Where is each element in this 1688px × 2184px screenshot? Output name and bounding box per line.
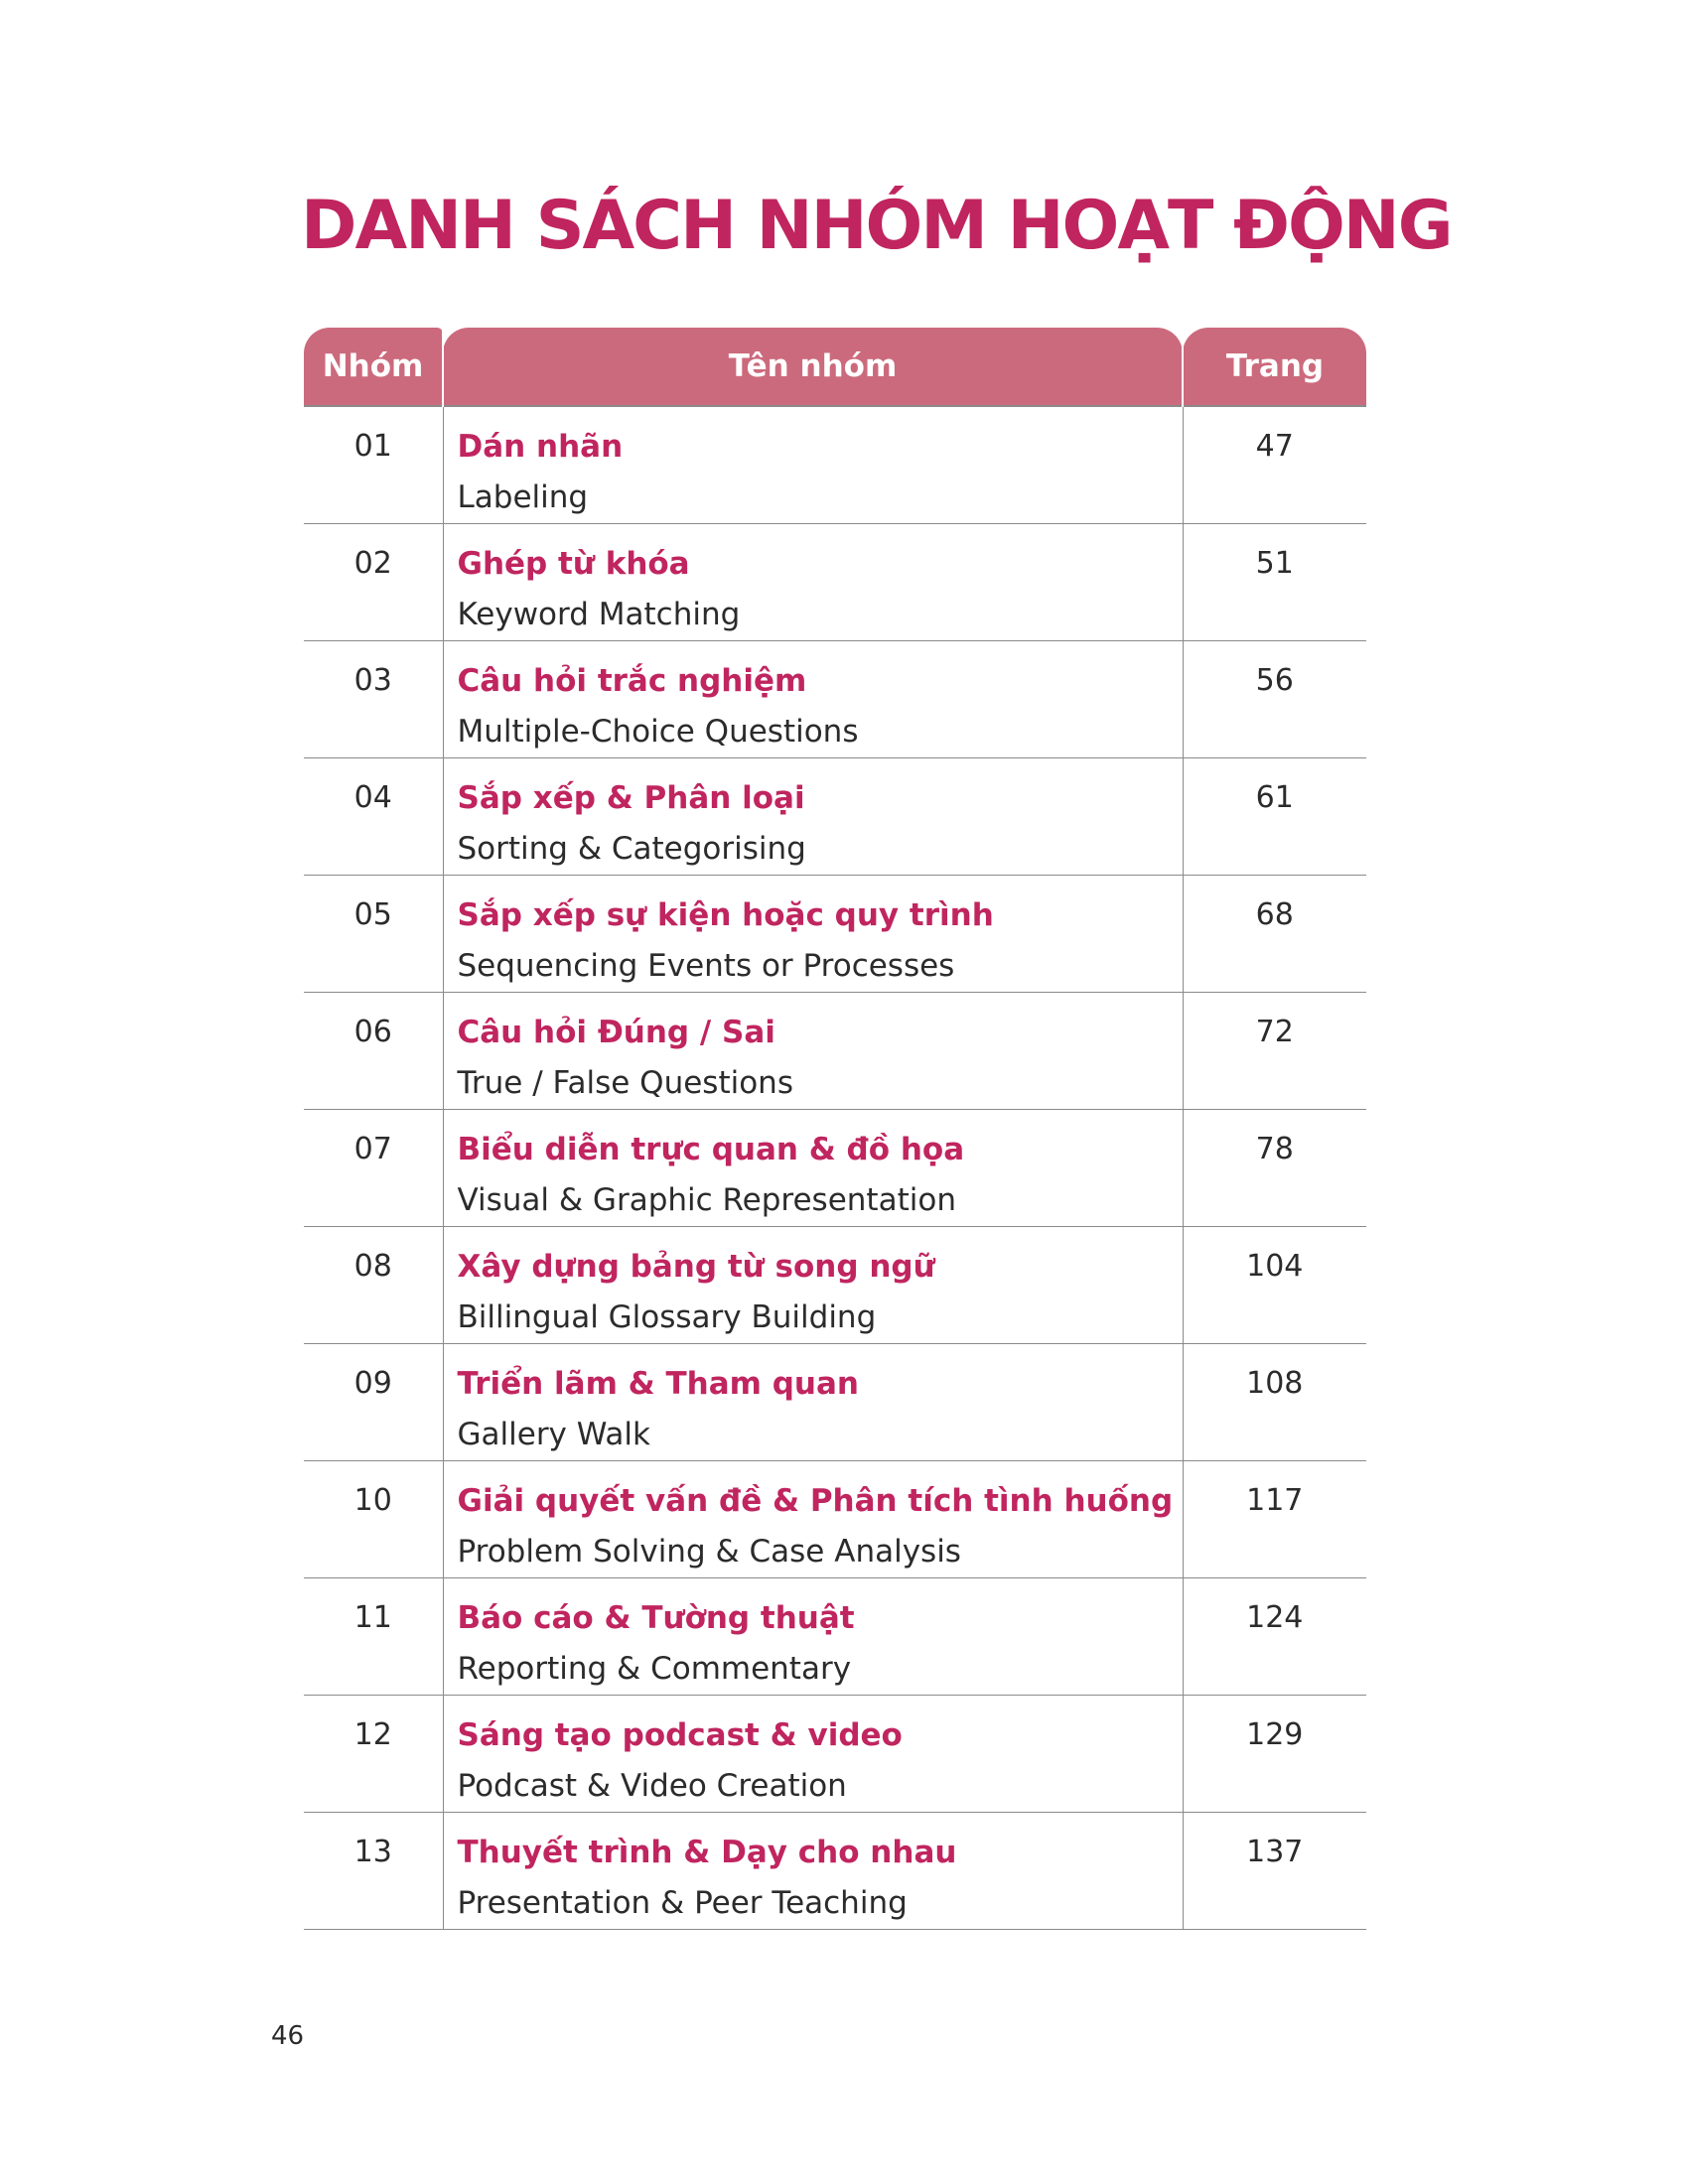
table-row [304, 1109, 1366, 1226]
group-name-vietnamese: Sắp xếp sự kiện hoặc quy trình [457, 896, 994, 933]
group-name-vietnamese: Câu hỏi Đúng / Sai [457, 1014, 775, 1050]
group-name-vietnamese: Báo cáo & Tường thuật [457, 1599, 855, 1636]
group-number: 10 [304, 1460, 443, 1577]
group-name-vietnamese: Xây dựng bảng từ song ngữ [457, 1248, 935, 1285]
table-row [304, 1577, 1366, 1695]
group-page: 137 [1246, 1834, 1304, 1869]
group-name-cell [443, 1812, 1183, 1929]
group-name-english: Problem Solving & Case Analysis [457, 1533, 961, 1570]
table-row [304, 1343, 1366, 1460]
group-name-english: Billingual Glossary Building [457, 1298, 877, 1335]
header-name: Tên nhóm [443, 328, 1183, 406]
table-row [304, 1226, 1366, 1343]
group-name-cell [443, 1577, 1183, 1695]
group-page: 61 [1255, 779, 1294, 815]
group-name-cell [443, 640, 1183, 757]
group-name-vietnamese: Sắp xếp & Phân loại [457, 779, 805, 816]
table-row [304, 1695, 1366, 1812]
group-name-english: Gallery Walk [457, 1416, 650, 1452]
group-name-english: Podcast & Video Creation [457, 1767, 847, 1804]
header-page: Trang [1183, 328, 1366, 406]
page-number: 46 [271, 2021, 305, 2051]
group-page: 124 [1246, 1599, 1304, 1635]
group-number: 07 [304, 1109, 443, 1226]
group-name-vietnamese: Câu hỏi trắc nghiệm [457, 662, 807, 699]
group-name-vietnamese: Triển lãm & Tham quan [457, 1365, 859, 1402]
group-page: 129 [1246, 1716, 1304, 1752]
group-page: 51 [1255, 545, 1294, 581]
table-body [304, 406, 1366, 1929]
group-number: 01 [304, 406, 443, 523]
header-group: Nhóm [304, 328, 443, 406]
group-name-english: Presentation & Peer Teaching [457, 1884, 908, 1921]
group-name-cell [443, 523, 1183, 640]
group-name-english: Keyword Matching [457, 596, 741, 632]
group-name-vietnamese: Sáng tạo podcast & video [457, 1716, 903, 1753]
group-number: 11 [304, 1577, 443, 1695]
group-number: 02 [304, 523, 443, 640]
group-name-vietnamese: Giải quyết vấn đề & Phân tích tình huống [457, 1482, 1174, 1519]
group-name-cell [443, 1109, 1183, 1226]
group-page: 117 [1246, 1482, 1304, 1518]
table-row [304, 1812, 1366, 1929]
group-name-vietnamese: Thuyết trình & Dạy cho nhau [457, 1834, 957, 1870]
group-name-vietnamese: Dán nhãn [457, 429, 624, 465]
group-name-cell [443, 1695, 1183, 1812]
group-name-english: Reporting & Commentary [457, 1650, 852, 1687]
group-page: 104 [1246, 1248, 1304, 1284]
page-title: DANH SÁCH NHÓM HOẠT ĐỘNG [301, 187, 1452, 265]
group-number: 04 [304, 757, 443, 875]
group-name-cell [443, 1343, 1183, 1460]
table-row [304, 992, 1366, 1109]
group-number: 06 [304, 992, 443, 1109]
table-row [304, 640, 1366, 757]
group-name-english: True / False Questions [457, 1064, 793, 1101]
group-page: 47 [1255, 429, 1294, 464]
table-row [304, 523, 1366, 640]
activity-group-table [304, 328, 1366, 1930]
group-page: 56 [1255, 662, 1294, 698]
group-name-english: Multiple-Choice Questions [457, 713, 859, 750]
group-page: 72 [1255, 1014, 1294, 1049]
group-name-english: Labeling [457, 479, 589, 515]
group-name-cell [443, 875, 1183, 992]
group-number: 12 [304, 1695, 443, 1812]
group-name-vietnamese: Ghép từ khóa [457, 545, 690, 582]
group-name-english: Visual & Graphic Representation [457, 1181, 956, 1218]
table-row [304, 875, 1366, 992]
group-page: 68 [1255, 896, 1294, 932]
group-number: 09 [304, 1343, 443, 1460]
group-page: 78 [1255, 1131, 1294, 1166]
table-row [304, 757, 1366, 875]
table-row [304, 1460, 1366, 1577]
table-header [304, 328, 1366, 406]
group-name-cell [443, 1226, 1183, 1343]
group-name-cell [443, 406, 1183, 523]
group-name-vietnamese: Biểu diễn trực quan & đồ họa [457, 1131, 965, 1167]
group-number: 13 [304, 1812, 443, 1929]
group-number: 03 [304, 640, 443, 757]
table-row [304, 406, 1366, 523]
group-number: 05 [304, 875, 443, 992]
group-number: 08 [304, 1226, 443, 1343]
group-name-cell [443, 1460, 1183, 1577]
group-name-english: Sequencing Events or Processes [457, 947, 955, 984]
group-name-cell [443, 992, 1183, 1109]
group-name-cell [443, 757, 1183, 875]
group-page: 108 [1246, 1365, 1304, 1401]
group-name-english: Sorting & Categorising [457, 830, 806, 867]
